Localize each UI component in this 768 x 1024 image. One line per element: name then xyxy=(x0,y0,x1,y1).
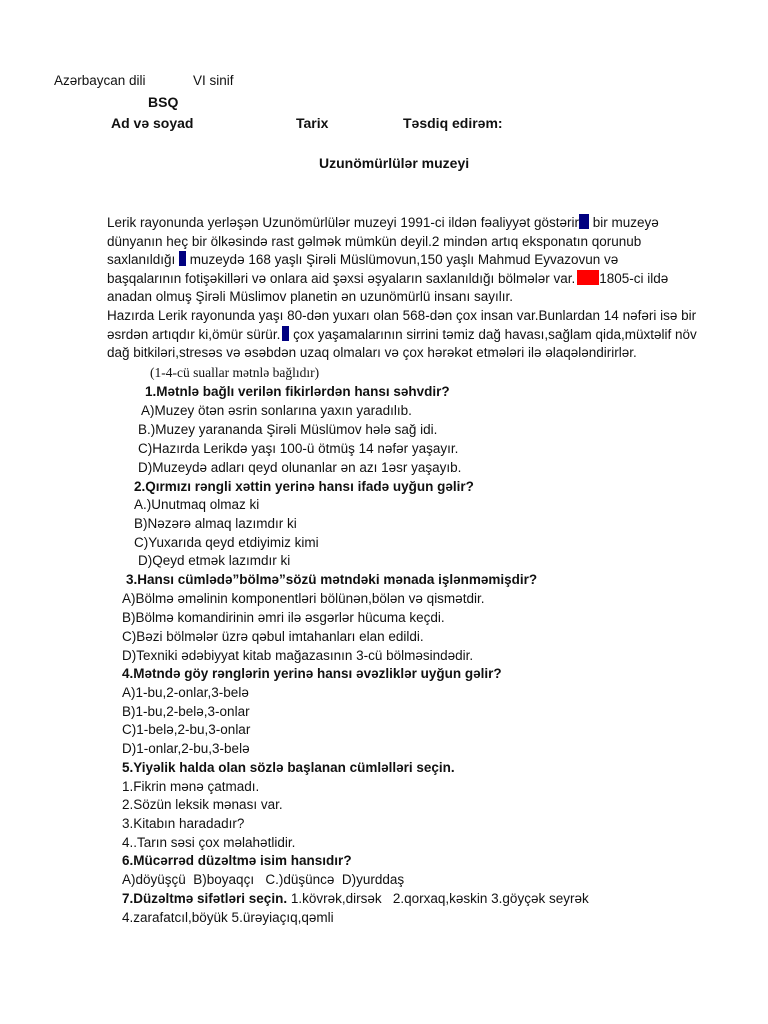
passage-line: anadan olmuş Şirəli Müslimov planetin ən uzunömürlü insanı sayılır. xyxy=(107,289,513,305)
passage-line: Hazırda Lerik rayonunda yaşı 80-dən yuxarı olan 568-dən çox insan var.Bunlardan 14 nəfəri isə bir xyxy=(107,307,697,323)
q2-option-a: A.)Unutmaq olmaz ki xyxy=(134,497,260,512)
date-label: Tarix xyxy=(296,115,329,131)
passage-text: saxlanıldığı xyxy=(107,252,180,268)
q3-option-b: B)Bölmə komandirinin əmri ilə əsgərlər hücuma keçdi. xyxy=(122,610,445,625)
name-label: Ad və soyad xyxy=(111,115,194,131)
q5-option-3: 3.Kitabın haradadır? xyxy=(122,816,245,831)
question-3: 3.Hansı cümlədə”bölmə”sözü mətndəki mənada işlənməmişdir? xyxy=(126,572,538,587)
blue-blank-1 xyxy=(579,214,589,229)
subject-label: Azərbaycan dili xyxy=(54,73,146,88)
q7-options-a: 1.kövrək,dirsək 2.qorxaq,kəskin 3.göyçək seyrək xyxy=(287,891,589,906)
passage-text: 1805-ci ildə xyxy=(599,270,669,286)
q2-option-c: C)Yuxarıda qeyd etdiyimiz kimi xyxy=(134,535,319,550)
grade-label: VI sinif xyxy=(193,73,234,88)
q2-option-d: D)Qeyd etmək lazımdır ki xyxy=(138,553,291,568)
page-title: Uzunömürlülər muzeyi xyxy=(319,155,470,171)
q6-options: A)döyüşçü B)boyaqçı C.)düşüncə D)yurddaş xyxy=(122,872,405,887)
passage-line xyxy=(107,214,719,233)
approve-label: Təsdiq edirəm: xyxy=(403,115,503,131)
question-4: 4.Mətndə göy rənglərin yerinə hansı əvəzliklər uyğun gəlir? xyxy=(122,666,502,681)
passage-text: başqalarının fotişəkilləri və onlara aid şəxsi əşyaların saxlanıldığı bölmələr var. xyxy=(107,270,576,286)
passage-line: dünyanın heç bir ölkəsində rast gəlmək mümkün deyil.2 mindən artıq eksponatın qorunub xyxy=(107,233,642,249)
passage-line: dağ bitkiləri,stresəs və əsəbdən uzaq olmaları və çox hərəkət etmələri ilə əlaqələndirirlər. xyxy=(107,345,637,361)
q1-option-a: A)Muzey ötən əsrin sonlarına yaxın yaradılıb. xyxy=(141,403,412,418)
q5-option-2: 2.Sözün leksik mənası var. xyxy=(122,797,283,812)
q4-option-a: A)1-bu,2-onlar,3-belə xyxy=(122,685,249,700)
q7-options-b: 4.zarafatcıl,böyük 5.ürəyiaçıq,qəmli xyxy=(122,910,334,925)
reading-passage xyxy=(107,214,719,363)
passage-line xyxy=(107,251,719,270)
question-7 xyxy=(122,891,589,906)
red-blank xyxy=(577,270,599,285)
q5-option-4: 4..Tarın səsi çox məlahətlidir. xyxy=(122,835,296,850)
q1-option-b: B.)Muzey yarananda Şirəli Müslümov hələ sağ idi. xyxy=(138,422,438,437)
passage-line xyxy=(107,326,719,345)
question-2: 2.Qırmızı rəngli xəttin yerinə hansı ifadə uyğun gəlir? xyxy=(134,479,474,494)
q4-option-b: B)1-bu,2-belə,3-onlar xyxy=(122,704,250,719)
q1-option-d: D)Muzeydə adları qeyd olunanlar ən azı 1əsr yaşayıb. xyxy=(138,460,462,475)
q2-option-b: B)Nəzərə almaq lazımdır ki xyxy=(134,516,297,531)
blue-blank-2 xyxy=(179,251,186,266)
passage-text: çox yaşamalarının sirrini təmiz dağ havası,sağlam qida,müxtəlif növ xyxy=(289,326,697,342)
q5-option-1: 1.Fikrin mənə çatmadı. xyxy=(122,779,260,794)
passage-line xyxy=(107,270,719,289)
passage-text: muzeydə 168 yaşlı Şirəli Müslümovun,150 yaşlı Mahmud Eyvazovun və xyxy=(186,252,619,268)
question-6: 6.Mücərrəd düzəltmə isim hansıdır? xyxy=(122,853,352,868)
q3-option-c: C)Bəzi bölmələr üzrə qəbul imtahanları elan edildi. xyxy=(122,629,424,644)
bsq-label: BSQ xyxy=(148,94,179,110)
question-5: 5.Yiyəlik halda olan sözlə başlanan cümləlləri seçin. xyxy=(122,760,455,775)
passage-text: əsrdən artıqdır ki,ömür sürür. xyxy=(107,326,281,342)
question-1: 1.Mətnlə bağlı verilən fikirlərdən hansı səhvdir? xyxy=(145,384,450,399)
q4-option-c: C)1-belə,2-bu,3-onlar xyxy=(122,722,251,737)
passage-text: bir muzeyə xyxy=(588,215,659,230)
q3-option-a: A)Bölmə əməlinin komponentləri bölünən,bölən və qismətdir. xyxy=(122,591,485,606)
q3-option-d: D)Texniki ədəbiyyat kitab mağazasının 3-cü bölməsindədir. xyxy=(122,648,474,663)
q1-option-c: C)Hazırda Lerikdə yaşı 100-ü ötmüş 14 nəfər yaşayır. xyxy=(138,441,459,456)
passage-text: Lerik rayonunda yerləşən Uzunömürlülər muzeyi 1991-ci ildən fəaliyyət göstərir xyxy=(107,215,579,230)
q4-option-d: D)1-onlar,2-bu,3-belə xyxy=(122,741,250,756)
question-7-text: 7.Düzəltmə sifətləri seçin. xyxy=(122,891,288,906)
questions-note: (1-4-cü suallar mətnlə bağlıdır) xyxy=(150,365,320,380)
